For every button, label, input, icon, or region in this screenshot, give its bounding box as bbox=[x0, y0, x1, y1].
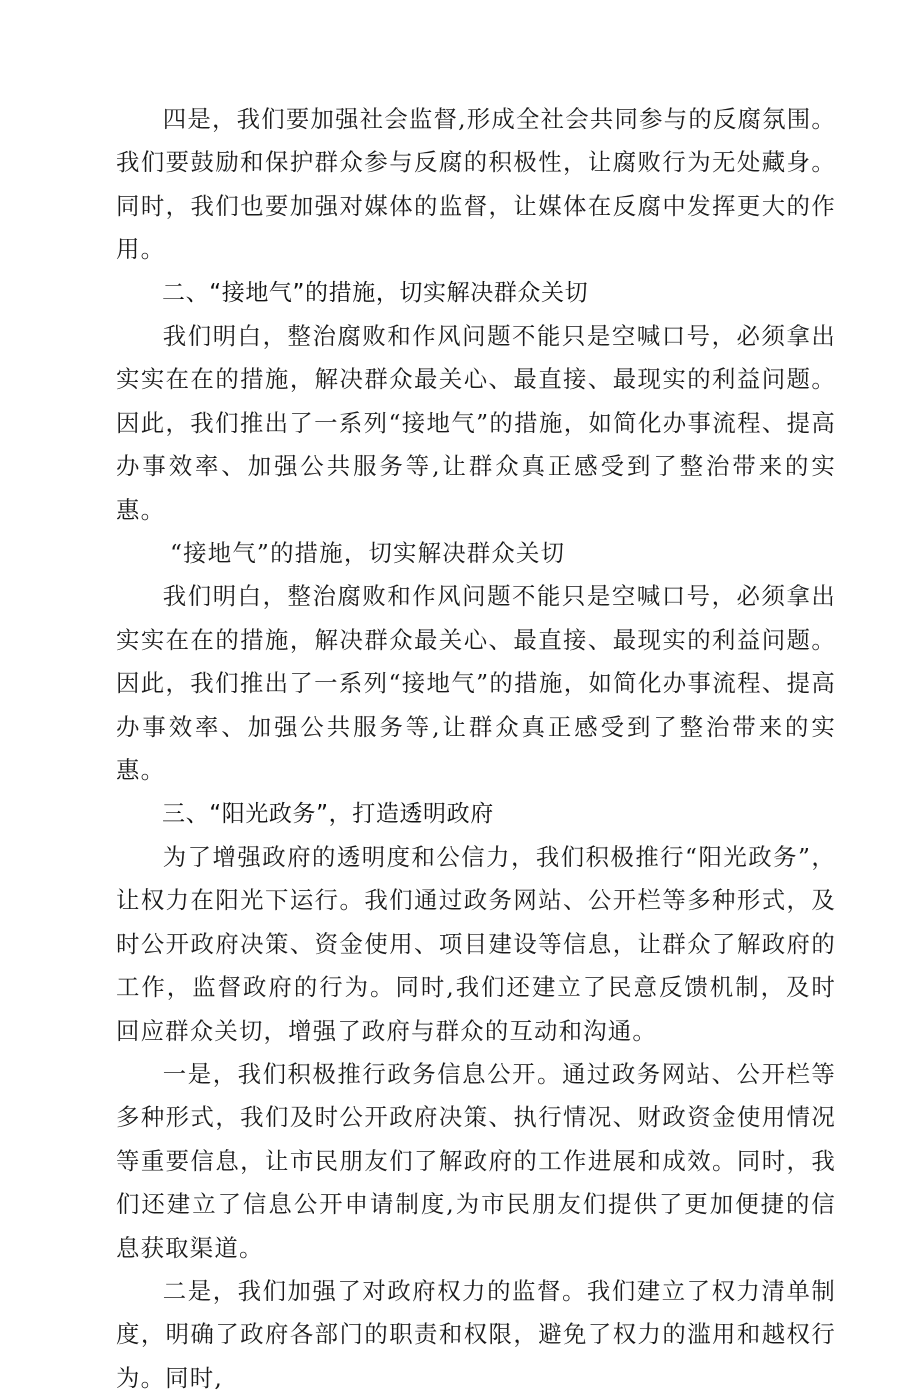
paragraph-practical-measures-repeat: 我们明白，整治腐败和作风问题不能只是空喊口号，必须拿出实实在在的措施，解决群众最关心、最直接、最现实的利益问题。因此，我们推出了一系列“接地气”的措施，如简化办事流程、提高办事效率、加强公共服务等,让群众真正感受到了整治带来的实惠。 bbox=[116, 582, 836, 785]
section-two-heading: 二、“接地气”的措施，切实解决群众关切 bbox=[162, 279, 589, 306]
paragraph-four-supervision: 四是，我们要加强社会监督,形成全社会共同参与的反腐氛围。我们要鼓励和保护群众参与反腐的积极性，让腐败行为无处藏身。同时，我们也要加强对媒体的监督，让媒体在反腐中发挥更大的作用。 bbox=[116, 105, 836, 264]
document-body bbox=[116, 98, 836, 1400]
paragraph-sunshine-government: 为了增强政府的透明度和公信力，我们积极推行“阳光政务”，让权力在阳光下运行。我们通过政务网站、公开栏等多种形式，及时公开政府决策、资金使用、项目建设等信息，让群众了解政府的工作，监督政府的行为。同时,我们还建立了民意反馈机制，及时回应群众关切，增强了政府与群众的互动和沟通。 bbox=[116, 842, 836, 1045]
paragraph-one-information-disclosure: 一是，我们积极推行政务信息公开。通过政务网站、公开栏等多种形式，我们及时公开政府决策、执行情况、财政资金使用情况等重要信息，让市民朋友们了解政府的工作进展和成效。同时，我们还建立了信息公开申请制度,为市民朋友们提供了更加便捷的信息获取渠道。 bbox=[116, 1059, 836, 1262]
paragraph-two-power-supervision: 二是，我们加强了对政府权力的监督。我们建立了权力清单制度，明确了政府各部门的职责和权限，避免了权力的滥用和越权行为。同时, bbox=[116, 1276, 836, 1392]
section-three-heading: 三、“阳光政务”，打造透明政府 bbox=[162, 800, 494, 827]
repeated-subheading: “接地气”的措施，切实解决群众关切 bbox=[170, 539, 566, 568]
paragraph-practical-measures: 我们明白，整治腐败和作风问题不能只是空喊口号，必须拿出实实在在的措施，解决群众最关心、最直接、最现实的利益问题。因此，我们推出了一系列“接地气”的措施，如简化办事流程、提高办事效率、加强公共服务等,让群众真正感受到了整治带来的实惠。 bbox=[116, 322, 836, 524]
